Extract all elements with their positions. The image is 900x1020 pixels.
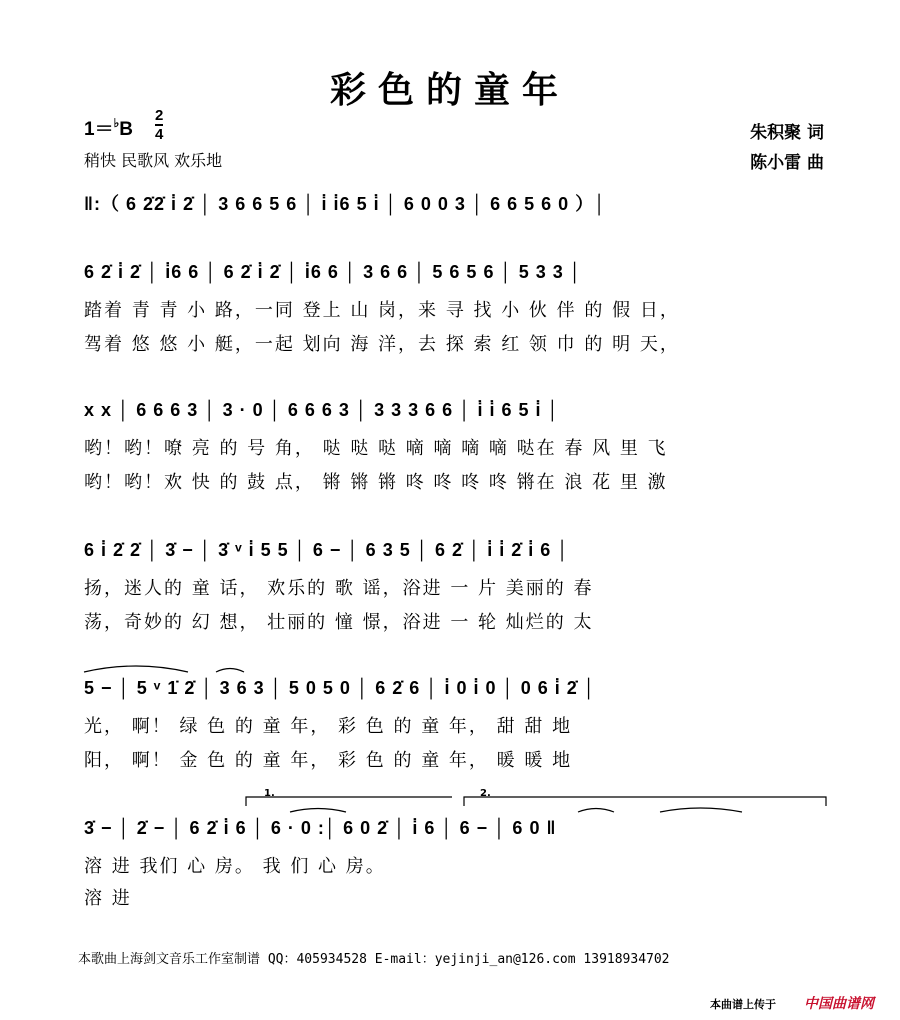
key-prefix: 1＝: [84, 119, 114, 140]
notation-row-6: 3̇ − │ 2̇ − │ 6 2̇ i̇ 6 │ 6 · 0 :│ 6 0 2̇ │ i̇ 6 │ 6 − │ 6 0 ‖: [84, 818, 557, 838]
lyrics-row-2-verse-2: 驾着 悠 悠 小 艇，一起 划向 海 洋，去 探 索 红 领 巾 的 明 天，: [84, 334, 680, 355]
volta-1-bracket: [246, 797, 452, 806]
upload-note: 本曲谱上传于: [710, 998, 776, 1011]
tempo-marking: 稍快 民歌风 欢乐地: [84, 151, 223, 170]
slur-mark: [290, 809, 346, 813]
song-title: 彩色的童年: [329, 70, 570, 111]
slur-mark: [84, 666, 188, 672]
lyrics-row-5-verse-1: 光， 啊！ 绿 色 的 童 年， 彩 色 的 童 年， 甜 甜 地: [84, 716, 573, 737]
notation-row-2: 6 2̇ i̇ 2̇ │ i̇6 6 │ 6 2̇ i̇ 2̇ │ i̇6 6 │ 3 6 6 │ 5 6 5 6 │ 5 3 3 │: [84, 262, 582, 282]
composer-credit: 陈小雷 曲: [750, 153, 824, 173]
slur-mark: [578, 809, 614, 813]
time-signature-bottom: 4: [155, 126, 164, 143]
notation-row-4: 6 i̇ 2̇ 2̇ │ 3̇ − │ 3̇ ᵛ i̇ 5 5 │ 6 − │ 6 3 5 │ 6 2̇ │ i̇ i̇ 2̇ i̇ 6 │: [84, 540, 570, 560]
lyricist-credit: 朱积聚 词: [750, 123, 824, 143]
footer-credits: 本歌曲上海剑文音乐工作室制谱 QQ：405934528 E-mail：yejinji_an@126.com 13918934702: [78, 952, 670, 967]
notation-row-3: x x │ 6 6 6 3 │ 3 · 0 │ 6 6 6 3 │ 3 3 3 6 6 │ i̇ i̇ 6 5 i̇ │: [84, 400, 560, 420]
lyrics-row-3-verse-1: 哟！哟！嘹 亮 的 号 角， 哒 哒 哒 嘀 嘀 嘀 嘀 哒在 春 风 里 飞: [84, 438, 668, 459]
notation-row-1: ‖:（ 6 2̇2̇ i̇ 2̇ │ 3 6 6 5 6 │ i̇ i̇6 5 i̇ │ 6 0 0 3 │ 6 6 5 6 0 ）│: [84, 194, 607, 214]
volta-2-label: 2.: [480, 788, 491, 799]
lyrics-row-2-verse-1: 踏着 青 青 小 路，一同 登上 山 岗，来 寻 找 小 伙 伴 的 假 日，: [84, 300, 680, 321]
lyrics-row-6-verse-1: 溶 进 我们 心 房。 我 们 心 房。: [84, 856, 386, 877]
lyrics-row-3-verse-2: 哟！哟！欢 快 的 鼓 点， 锵 锵 锵 咚 咚 咚 咚 锵在 浪 花 里 激: [84, 472, 668, 493]
slur-mark: [216, 669, 244, 673]
key-note: B: [119, 119, 133, 140]
notation-row-5: 5 − │ 5 ᵛ 1̇ 2̇ │ 3 6 3 │ 5 0 5 0 │ 6 2̇ 6 │ i̇ 0 i̇ 0 │ 0 6 i̇ 2̇ │: [84, 678, 597, 698]
lyrics-row-6-verse-2: 溶 进: [84, 888, 132, 909]
volta-2-bracket: [464, 797, 826, 806]
slur-mark: [660, 808, 742, 812]
volta-1-label: 1.: [264, 788, 275, 799]
lyrics-row-5-verse-2: 阳， 啊！ 金 色 的 童 年， 彩 色 的 童 年， 暖 暖 地: [84, 750, 573, 771]
lyrics-row-4-verse-2: 荡，奇妙的 幻 想， 壮丽的 憧 憬，浴进 一 轮 灿烂的 太: [84, 612, 594, 633]
flat-icon: ♭: [113, 116, 120, 130]
time-signature-top: 2: [155, 107, 164, 124]
site-logo: 中国曲谱网: [804, 996, 874, 1012]
lyrics-row-4-verse-1: 扬，迷人的 童 话， 欢乐的 歌 谣，浴进 一 片 美丽的 春: [84, 578, 594, 599]
